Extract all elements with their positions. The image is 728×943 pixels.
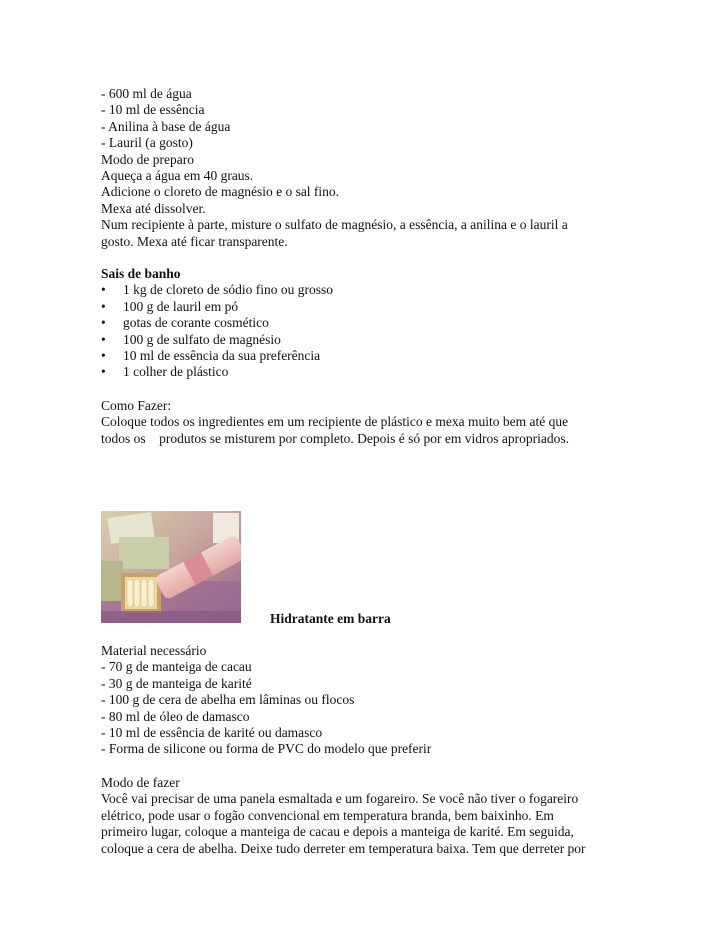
list-item: • 1 colher de plástico <box>101 364 631 380</box>
text-line: - 600 ml de água <box>101 86 192 101</box>
text-line: primeiro lugar, coloque a manteiga de cacau e depois a manteiga de karité. Em seguida, <box>101 824 574 840</box>
method-section <box>101 775 631 857</box>
list-item: - 80 ml de óleo de damasco <box>101 708 250 724</box>
text-line: - Lauril (a gosto) <box>101 135 193 151</box>
method-label: Modo de fazer <box>101 775 180 790</box>
ingredients-list <box>101 282 631 380</box>
text-line: - Anilina à base de água <box>101 118 231 134</box>
bath-salts-section <box>101 266 631 381</box>
text-line: elétrico, pode usar o fogão convencional em temperatura branda, bem baixinho. Em <box>101 807 554 823</box>
list-item: - Forma de silicone ou forma de PVC do modelo que preferir <box>101 741 432 757</box>
materials-label: Material necessário <box>101 643 207 658</box>
text-line: gosto. Mexa até ficar transparente. <box>101 233 288 249</box>
list-item: • gotas de corante cosmético <box>101 315 631 331</box>
text-line: Num recipiente à parte, misture o sulfato de magnésio, a essência, a anilina e o lauril a <box>101 217 568 233</box>
list-item: • 100 g de sulfato de magnésio <box>101 332 631 348</box>
text-fragment: todos os <box>101 430 146 446</box>
section-heading: Sais de banho <box>101 266 181 281</box>
text-fragment: produtos se misturem por completo. Depois é só por em vidros apropriados. <box>159 430 569 446</box>
product-photo <box>101 511 241 623</box>
text-line: coloque a cera de abelha. Deixe tudo derreter em temperatura baixa. Tem que derreter por <box>101 840 586 856</box>
list-item: • 1 kg de cloreto de sódio fino ou grosso <box>101 282 631 298</box>
recipe-text-block <box>101 86 631 250</box>
list-item: • 10 ml de essência da sua preferência <box>101 348 631 364</box>
text-line: Você vai precisar de uma panela esmaltada e um fogareiro. Se você não tiver o fogareiro <box>101 791 579 807</box>
text-line: Adicione o cloreto de magnésio e o sal fino. <box>101 184 340 200</box>
how-to-label: Como Fazer: <box>101 398 172 413</box>
list-item: • 100 g de lauril em pó <box>101 299 631 315</box>
how-to-section <box>101 398 631 447</box>
section-heading: Hidratante em barra <box>270 611 391 626</box>
list-item: - 70 g de manteiga de cacau <box>101 659 252 675</box>
text-line: Coloque todos os ingredientes em um recipiente de plástico e mexa muito bem até que <box>101 414 569 430</box>
list-item: - 30 g de manteiga de karité <box>101 675 252 691</box>
text-line: - 10 ml de essência <box>101 102 205 118</box>
text-line: Aqueça a água em 40 graus. <box>101 168 254 184</box>
materials-section <box>101 643 631 758</box>
list-item: - 100 g de cera de abelha em lâminas ou flocos <box>101 692 355 708</box>
text-line: Mexa até dissolver. <box>101 200 206 216</box>
text-line: Modo de preparo <box>101 151 194 167</box>
list-item: - 10 ml de essência de karité ou damasco <box>101 725 323 741</box>
text-line <box>101 431 631 447</box>
